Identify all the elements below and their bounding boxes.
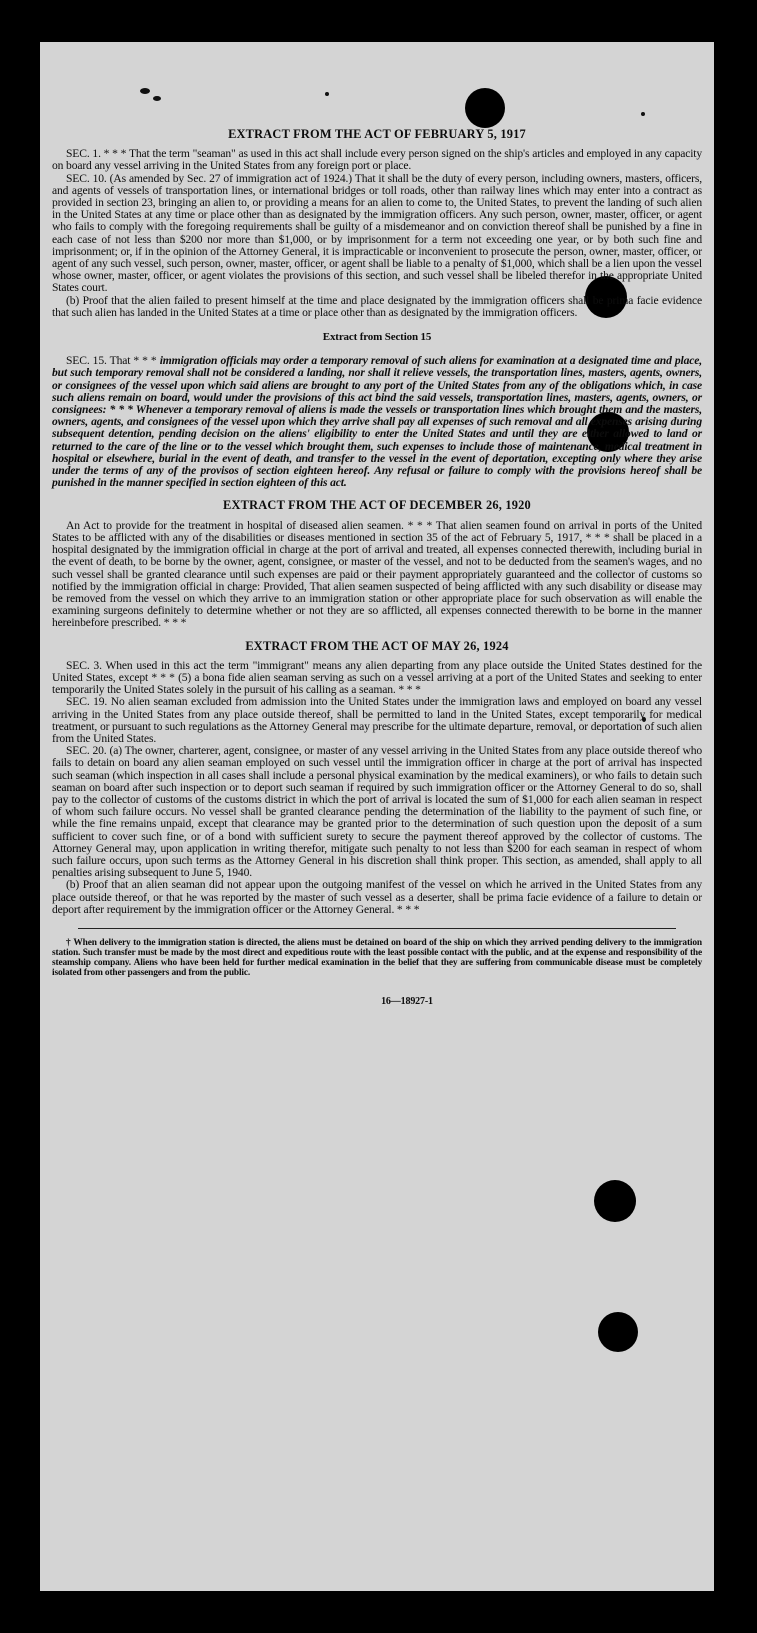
document-body [52, 120, 702, 1009]
act-1920-paragraph: An Act to provide for the treatment in hospital of diseased alien seamen. * * * That alien seamen found on arrival in ports of the United States to be afflicted with any of the disabilities or diseases mentioned in section 35 of the act of February 5, 1917, * * * shall be placed in a hospital designated by the immigration official in charge at the port of arrival and treated, all expenses connected therewith, including burial in the event of death, to be borne by the owner, agent, consignee, or master of the vessel, and not to be deducted from the seamen's wages, and no such vessel shall be granted clearance until such expenses are paid or their payment appropriately guaranteed and the collector of customs so notified by the immigration official in charge: Provided, That alien seamen suspected of being afflicted with any such disability or disease may be removed from the vessel on which they arrive to an immigration station or other appropriate place for such observation as will enable the examining surgeons definitely to determine whether or not they are so afflicted, all expenses connected therewith to be borne in the manner hereinbefore prescribed. * * * [52, 518, 702, 630]
footnote: † When delivery to the immigration station is directed, the aliens must be detained on board of the ship on which they arrived pending delivery to the immigration station. Such transfer must be made by the most direct and expeditious route with the least possible contact with the public, and at the expense and responsibility of the steamship company. Aliens who have been held for further medical examination in the belief that they are suffering from communicable disease must be completely isolated from other passengers and from the public. [52, 938, 702, 979]
heading-dec-1920: EXTRACT FROM THE ACT OF DECEMBER 26, 1920 [223, 498, 531, 513]
section-feb-1917 [52, 128, 702, 319]
sec-20b-paragraph: (b) Proof that an alien seaman did not appear upon the outgoing manifest of the vessel on which he arrived in the United States from any place outside thereof, or that he was reported by the master of such vessel as a deserter, shall be prima facie evidence of a failure to detain or deport after requirement by the immigration officer or the Attorney General. * * * [52, 878, 702, 916]
document-page [40, 42, 714, 1591]
speck [140, 88, 150, 94]
punch-hole [594, 1180, 636, 1222]
speck [153, 96, 161, 101]
section-dec-1920 [52, 499, 702, 629]
sec-3-paragraph: SEC. 3. When used in this act the term "immigrant" means any alien departing from any place outside the United States destined for the United States, except * * * (5) a bona fide alien seaman serving as such on a vessel arriving at a port of the United States and seeking to enter temporarily the United States solely in the pursuit of his calling as a seaman. * * * [52, 658, 702, 697]
sec-15-lead: SEC. 15. That * * * [66, 354, 160, 368]
heading-section-15: Extract from Section 15 [322, 331, 432, 344]
sec-10b-paragraph: (b) Proof that the alien failed to present himself at the time and place designated by the immigration officers shall be prima facie evidence that such alien has landed in the United States at a time or place other than as designated by the immigration officers. [52, 293, 702, 319]
section-15 [52, 331, 702, 489]
heading-feb-1917: EXTRACT FROM THE ACT OF FEBRUARY 5, 1917 [228, 127, 526, 141]
section-may-1924 [52, 640, 702, 916]
sec-19-paragraph: SEC. 19. No alien seaman excluded from admission into the United States under the immigration laws and employed on board any vessel arriving in the United States from any place outside thereof, shall be permitted to land in the United States, except temporarily for medical treatment, or pursuant to such regulations as the Attorney General may prescribe for the ultimate departure, removal, or deportation of such alien from the United States. [52, 695, 702, 745]
speck [641, 112, 645, 116]
speck [325, 92, 329, 96]
sec-15-paragraph [52, 355, 702, 489]
sec-1-paragraph: SEC. 1. * * * That the term "seaman" as used in this act shall include every person signed on the ship's articles and employed in any capacity on board any vessel arriving in the United States from any foreign port or place. [52, 147, 702, 173]
heading-may-1924: EXTRACT FROM THE ACT OF MAY 26, 1924 [245, 638, 509, 653]
footnote-divider [78, 928, 676, 929]
form-number: 16—18927-1 [381, 996, 433, 1008]
sec-10-paragraph: SEC. 10. (As amended by Sec. 27 of immigration act of 1924.) That it shall be the duty of every person, including owners, masters, officers, and agents of vessels of transportation lines, or international bridges or toll roads, other than railway lines which may enter into a contract as provided in section 23, bringing an alien to, or providing a means for an alien to come to, the United States, to prevent the landing of such alien in the United States at any time or place other than as designated by the immigration officers. Any such person, owner, master, officer, or agent who fails to comply with the foregoing requirements shall be guilty of a misdemeanor and on conviction thereof shall be punished by a fine in each case of not less than $200 nor more than $1,000, or by imprisonment for a term not exceeding one year, or by both such fine and imprisonment; or, if in the opinion of the Attorney General, it is impracticable or inconvenient to prosecute the person, owner, master, officer, or agent of any such vessel, such person, owner, master, officer, or agent shall be liable to a penalty of $1,000, which shall be a lien upon the vessel whose owner, master, officer, or agent violates the provisions of this section, and such vessel shall be libeled therefor in the appropriate United States court. [52, 171, 702, 295]
sec-20a-paragraph: SEC. 20. (a) The owner, charterer, agent, consignee, or master of any vessel arriving in the United States from any place outside thereof who fails to detain on board any alien seaman employed on such vessel until the immigration officer in charge at the port of arrival has inspected such seaman (which inspection in all cases shall include a personal physical examination by the medical examiners), or who fails to detain such seaman on board after such inspection or to deport such seaman if required by such immigration officer or the Attorney General to do so, shall pay to the collector of customs of the customs district in which the port of arrival is located the sum of $1,000 for each alien seaman in respect of whom such failure occurs. No vessel shall be granted clearance pending the determination of the liability to the payment of such fine, or while the fine remains unpaid, except that clearance may be granted prior to the determination of such question upon the deposit of a sum sufficient to cover such fine, or of a bond with sufficient surety to secure the payment thereof approved by the collector of customs. The Attorney General may, upon application in writing therefor, mitigate such penalty to not less than $200 for each seaman in respect of whom such failure occurs, upon such terms as the Attorney General in his discretion shall think proper. This section, as amended, shall apply to all penalties arising subsequent to June 5, 1940. [52, 744, 702, 880]
punch-hole [598, 1312, 638, 1352]
sec-15-body: immigration officials may order a temporary removal of such aliens for examination at a designated time and place, but such temporary removal shall not be considered a landing, nor shall it relieve vessels, the transportation lines, masters, agents, owners, or consignees of the vessel upon which said aliens are brought to any port of the United States from any of the obligations which, in case such aliens remain on board, would under the provisions of this act bind the said vessels, transportation lines, masters, agents, owners, or consignees: * * * Whenever a temporary removal of aliens is made the vessels or transportation lines which brought them and the masters, owners, agents, and consignees of the vessel upon which they arrive shall pay all expenses of such removal and all expenses arising during subsequent detention, pending decision on the aliens' eligibility to enter the United States and until they are either allowed to land or returned to the care of the line or to the vessel which brought them, such expenses to include those of maintenance, medical treatment in hospital or elsewhere, burial in the event of death, and transfer to the vessel in the event of deportation, excepting only where they arise under the terms of any of the provisos of section eighteen hereof. Any refusal or failure to comply with the provisions hereof shall be punished in the manner specified in section eighteen of this act. [52, 354, 702, 490]
